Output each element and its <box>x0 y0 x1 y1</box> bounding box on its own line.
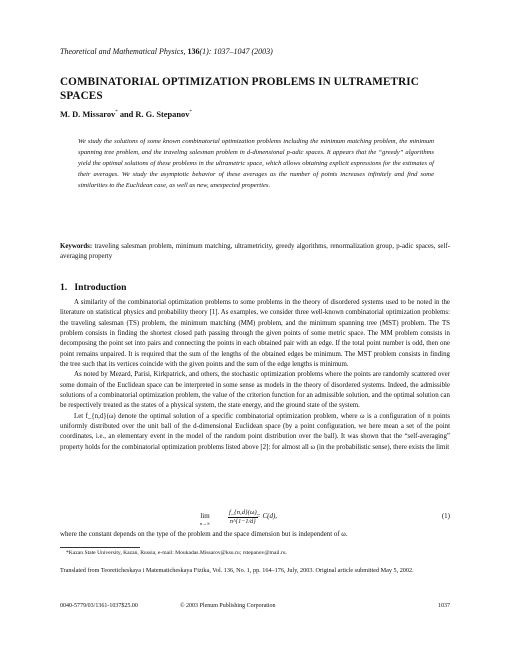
journal-volume: 136 <box>187 47 200 56</box>
affiliation-mark-1: * <box>115 110 118 115</box>
equation-denominator: n^{1−1/d} <box>229 518 256 525</box>
post-equation-text: where the constant depends on the type of the problem and the space dimension but is independent of ω. <box>60 531 348 538</box>
keywords-label: Keywords: <box>60 243 93 250</box>
paragraph-3: Let f_{n,d}(ω) denote the optimal solution of a specific combinatorial optimization problem, where ω is a configuration of n points uniformly distributed over the unit ball of the d-dimensional Euclidean space (by a point configuration, we here mean a set of the point coordinates, i.e., an elementary event in the model of the random point distribution over the ball). It was shown that the “self-averaging” property holds for the combinatorial optimization problems listed above [2]: for almost all ω (in the probabilistic sense), there exists the limit <box>60 412 450 451</box>
keywords <box>60 242 450 263</box>
section-number: 1. <box>60 282 68 293</box>
paper-authors <box>60 107 450 120</box>
copyright-notice: © 2003 Plenum Publishing Corporation <box>180 603 276 609</box>
page-footer <box>60 602 450 611</box>
equation-number: (1) <box>441 512 450 520</box>
equation-1 <box>60 509 450 527</box>
paper-page <box>60 0 450 660</box>
journal-header <box>60 46 450 57</box>
equation-limit <box>200 512 210 528</box>
section-heading <box>60 282 450 294</box>
equation-rhs: = C(d), <box>256 512 278 520</box>
footnote-rule <box>60 547 140 548</box>
affiliation-footnote: *Kazan State University, Kazan, Russia, e-mail: Moukadas.Missarov@ksu.ru; rstepanov@mail.ru. <box>66 550 287 556</box>
paragraph-2: As noted by Mezard, Parisi, Kirkpatrick, and others, the stochastic optimization problems where the points are randomly scattered over some domain of the Euclidean space can be interpreted in some sense as models in the theory of disordered systems. Indeed, the admissible solutions of a combinatorial optimization problem, the value of the criterion function for an admissible solution, and the optimal solution can be respectively treated as the states of a physical system, the state energy, and the ground state of the system. <box>60 371 450 410</box>
journal-issue-pages: (1): 1037–1047 (2003) <box>199 47 273 56</box>
affiliation-mark-2: * <box>189 110 192 115</box>
keywords-text: traveling salesman problem, minimum matching, ultrametricity, greedy algorithms, renormalization group, p-adic spaces, self-averaging property <box>60 243 450 261</box>
equation-fraction <box>228 509 258 526</box>
equation-numerator: f_{n,d}(ω) <box>229 509 257 516</box>
author-name-1: M. D. Missarov <box>60 109 116 119</box>
paper-title: COMBINATORIAL OPTIMIZATION PROBLEMS IN ULTRAMETRIC SPACES <box>60 76 419 102</box>
equation-lim-text: lim <box>200 512 210 520</box>
author-name-2: and R. G. Stepanov <box>119 109 190 119</box>
section-title: Introduction <box>74 282 127 293</box>
equation-lim-subscript: n→∞ <box>200 521 210 526</box>
translation-note: Translated from Teoreticheskaya i Matematicheskaya Fizika, Vol. 136, No. 1, pp. 164–176, July, 2003. Original article submitted May 5, 2002. <box>60 567 414 574</box>
page-number: 1037 <box>438 603 450 609</box>
body-text <box>60 298 450 453</box>
issn-code: 0040-5779/03/1361-1037$25.00 <box>60 603 138 609</box>
paragraph-1: A similarity of the combinatorial optimization problems to some problems in the theory of disordered systems used to be noted in the literature on statistical physics and probability theory [1]. As examples, we consider three well-known combinatorial optimization problems: the traveling salesman (TS) problem, the minimum matching (MM) problem, and the minimum spanning tree (MST) problem. The TS problem consists in finding the shortest closed path passing through the given points of some metric space. The MM problem consists in decomposing the point set into pairs and connecting the points in each obtained pair with an edge. If the total point number is odd, then one point remains unpaired. It is required that the sum of the lengths of the obtained edges be minimum. The MST problem consists in finding the tree such that its vertices coincide with the given points and the sum of the edge lengths is minimum. <box>60 299 450 369</box>
abstract: We study the solutions of some known combinatorial optimization problems including the minimum matching problem, the minimum spanning tree problem, and the traveling salesman problem in d-dimensional p-adic spaces. It appears that the “greedy” algorithms yield the optimal solutions of these problems in the ultrametric space, which allows obtaining explicit expressions for the estimates of their averages. We study the asymptotic behavior of these averages as the number of points increases infinitely and find some similarities to the Euclidean case, as well as new, unexpected properties. <box>78 138 434 189</box>
journal-name: Theoretical and Mathematical Physics, <box>60 47 186 56</box>
